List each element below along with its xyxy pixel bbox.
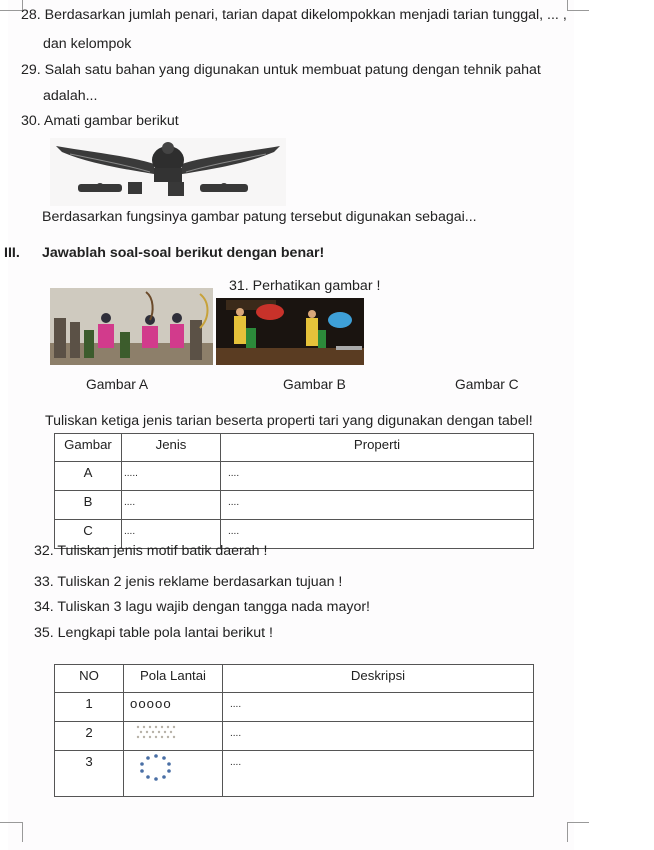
- cell-no: 1: [55, 693, 124, 722]
- floor-pattern-table: [54, 664, 534, 797]
- table-row: [55, 751, 534, 797]
- crop-mark-bottom-left-v: [22, 822, 23, 842]
- cell-pola-lantai: [124, 751, 223, 797]
- table-header-row: [55, 665, 534, 693]
- cell-pola-lantai: ooooo: [124, 693, 223, 722]
- table-header-row: [55, 434, 534, 462]
- dance-properties-table: [54, 433, 534, 549]
- crop-mark-bottom-right: [567, 822, 589, 823]
- table-row: [55, 693, 534, 722]
- cell-gambar: A: [55, 462, 122, 491]
- crop-mark-top-left: [0, 10, 22, 11]
- circle-pattern-icon: [134, 752, 178, 782]
- question-34: 34. Tuliskan 3 lagu wajib dengan tangga nada mayor!: [34, 599, 371, 615]
- header-jenis: Jenis: [122, 434, 221, 462]
- header-pola-lantai: Pola Lantai: [124, 665, 223, 693]
- header-gambar: Gambar: [55, 434, 122, 462]
- cell-pola-lantai: [124, 722, 223, 751]
- table-row: [55, 491, 534, 520]
- crop-mark-top-right: [567, 10, 589, 11]
- dance-photo-b: [216, 298, 364, 365]
- garuda-relief-image: [50, 138, 286, 206]
- question-35: 35. Lengkapi table pola lantai berikut !: [34, 625, 273, 641]
- question-32: 32. Tuliskan jenis motif batik daerah !: [34, 543, 268, 559]
- zigzag-pattern-icon: [134, 723, 182, 743]
- cell-deskripsi[interactable]: ....: [223, 751, 534, 797]
- question-28-line2: dan kelompok: [43, 36, 132, 52]
- cell-no: 3: [55, 751, 124, 797]
- question-28-line1: 28. Berdasarkan jumlah penari, tarian dapat dikelompokkan menjadi tarian tunggal, ... ,: [21, 7, 567, 23]
- crop-mark-bottom-left: [0, 822, 22, 823]
- cell-jenis[interactable]: ....: [122, 520, 221, 549]
- caption-gambar-c: Gambar C: [455, 377, 519, 392]
- cell-no: 2: [55, 722, 124, 751]
- question-33: 33. Tuliskan 2 jenis reklame berdasarkan tujuan !: [34, 574, 343, 590]
- dance-photo-a: [50, 288, 213, 365]
- cell-jenis[interactable]: ....: [122, 491, 221, 520]
- question-31-instruction: Tuliskan ketiga jenis tarian beserta properti tari yang digunakan dengan tabel!: [45, 413, 533, 429]
- section-title: Jawablah soal-soal berikut dengan benar!: [42, 245, 325, 261]
- question-31: 31. Perhatikan gambar !: [229, 278, 381, 294]
- crop-mark-bottom-right-v: [567, 822, 568, 842]
- header-deskripsi: Deskripsi: [223, 665, 534, 693]
- caption-gambar-b: Gambar B: [283, 377, 346, 392]
- cell-properti[interactable]: ....: [221, 491, 534, 520]
- question-29-line1: 29. Salah satu bahan yang digunakan untuk membuat patung dengan tehnik pahat: [21, 62, 541, 78]
- cell-properti[interactable]: ....: [221, 462, 534, 491]
- question-30-follow-up: Berdasarkan fungsinya gambar patung tersebut digunakan sebagai...: [42, 209, 477, 225]
- cell-gambar: C: [55, 520, 122, 549]
- cell-deskripsi[interactable]: ....: [223, 693, 534, 722]
- table-row: [55, 462, 534, 491]
- header-no: NO: [55, 665, 124, 693]
- section-numeral: III.: [4, 245, 20, 261]
- question-30: 30. Amati gambar berikut: [21, 113, 179, 129]
- cell-jenis[interactable]: .....: [122, 462, 221, 491]
- cell-properti[interactable]: ....: [221, 520, 534, 549]
- header-properti: Properti: [221, 434, 534, 462]
- dance-photo-b-icon: [216, 298, 364, 365]
- cell-deskripsi[interactable]: ....: [223, 722, 534, 751]
- table-row: [55, 722, 534, 751]
- question-29-line2: adalah...: [43, 88, 98, 104]
- cell-gambar: B: [55, 491, 122, 520]
- dance-photo-a-icon: [50, 288, 213, 365]
- crop-mark-top-right-v: [567, 0, 568, 11]
- garuda-relief-icon: [50, 138, 286, 206]
- caption-gambar-a: Gambar A: [86, 377, 149, 392]
